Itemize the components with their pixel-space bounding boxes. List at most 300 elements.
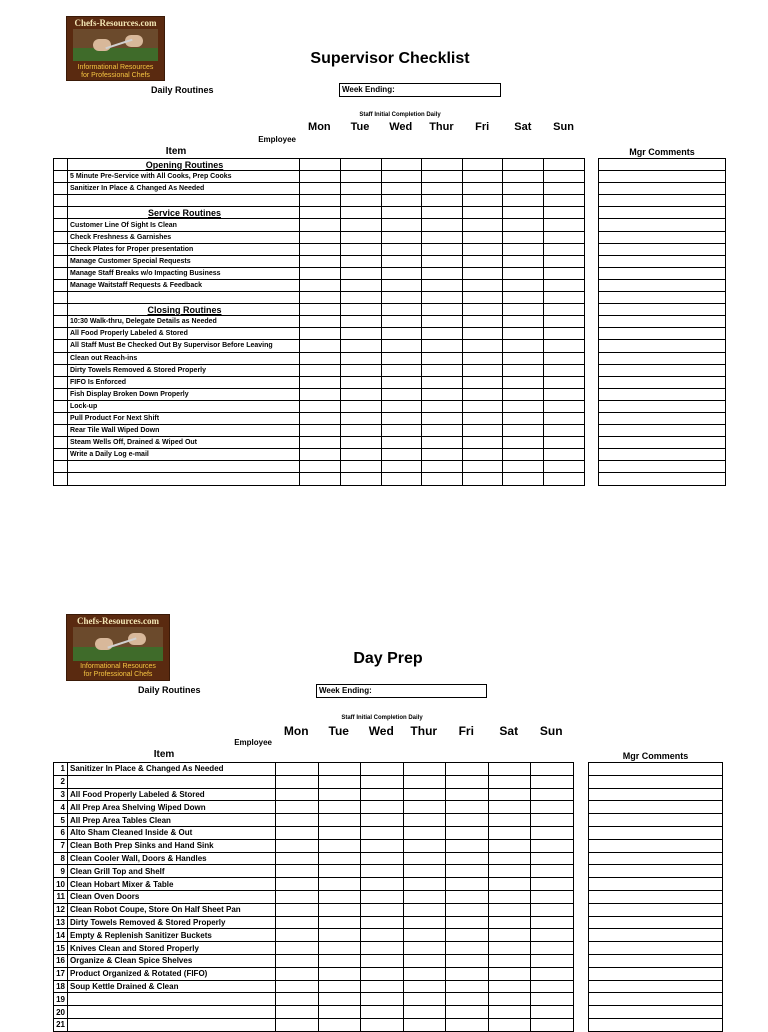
initial-cell-thur[interactable] xyxy=(404,916,446,929)
initial-cell-wed[interactable] xyxy=(382,279,422,291)
initial-cell-wed[interactable] xyxy=(382,364,422,376)
initial-cell-thur[interactable] xyxy=(404,942,446,955)
initial-cell-tue[interactable] xyxy=(319,903,361,916)
initial-cell-fri[interactable] xyxy=(446,980,489,993)
initial-cell-fri[interactable] xyxy=(463,461,503,473)
mgr-comment-cell[interactable] xyxy=(589,801,723,814)
initial-cell-sun[interactable] xyxy=(531,865,574,878)
initial-cell-sun[interactable] xyxy=(544,328,585,340)
initial-cell-mon[interactable] xyxy=(300,473,341,485)
initial-cell-mon[interactable] xyxy=(300,328,341,340)
initial-cell-sat[interactable] xyxy=(489,839,531,852)
initial-cell-mon[interactable] xyxy=(276,929,319,942)
initial-cell-sat[interactable] xyxy=(489,980,531,993)
initial-cell-fri[interactable] xyxy=(446,775,489,788)
initial-cell-sat[interactable] xyxy=(503,171,544,183)
initial-cell-wed[interactable] xyxy=(382,183,422,195)
initial-cell-fri[interactable] xyxy=(446,852,489,865)
mgr-comment-cell[interactable] xyxy=(599,304,726,316)
initial-cell-wed[interactable] xyxy=(361,1018,404,1031)
mgr-comment-cell[interactable] xyxy=(589,1018,723,1031)
mgr-comment-cell[interactable] xyxy=(599,412,726,424)
initial-cell-fri[interactable] xyxy=(446,942,489,955)
mgr-comment-cell[interactable] xyxy=(589,788,723,801)
initial-cell-sat[interactable] xyxy=(503,449,544,461)
initial-cell-thur[interactable] xyxy=(404,852,446,865)
initial-cell-mon[interactable] xyxy=(276,878,319,891)
initial-cell-thur[interactable] xyxy=(404,763,446,776)
mgr-comment-cell[interactable] xyxy=(599,449,726,461)
mgr-comment-cell[interactable] xyxy=(589,826,723,839)
initial-cell-tue[interactable] xyxy=(319,826,361,839)
initial-cell-wed[interactable] xyxy=(361,814,404,827)
initial-cell-fri[interactable] xyxy=(446,1006,489,1019)
initial-cell-sat[interactable] xyxy=(489,967,531,980)
initial-cell-sat[interactable] xyxy=(503,267,544,279)
mgr-comment-cell[interactable] xyxy=(599,183,726,195)
initial-cell-tue[interactable] xyxy=(341,316,382,328)
initial-cell-fri[interactable] xyxy=(463,400,503,412)
initial-cell-mon[interactable] xyxy=(300,195,341,207)
initial-cell-thur[interactable] xyxy=(404,993,446,1006)
initial-cell-mon[interactable] xyxy=(300,388,341,400)
week-ending-field[interactable]: Week Ending: xyxy=(339,83,501,97)
initial-cell-wed[interactable] xyxy=(382,171,422,183)
initial-cell-thur[interactable] xyxy=(422,473,463,485)
initial-cell-tue[interactable] xyxy=(341,171,382,183)
initial-cell-mon[interactable] xyxy=(276,788,319,801)
initial-cell-thur[interactable] xyxy=(422,400,463,412)
initial-cell-thur[interactable] xyxy=(404,801,446,814)
mgr-comment-cell[interactable] xyxy=(589,967,723,980)
initial-cell-sun[interactable] xyxy=(544,425,585,437)
initial-cell-sat[interactable] xyxy=(503,219,544,231)
initial-cell-sat[interactable] xyxy=(489,954,531,967)
initial-cell-tue[interactable] xyxy=(341,425,382,437)
initial-cell-tue[interactable] xyxy=(341,352,382,364)
mgr-comment-cell[interactable] xyxy=(589,954,723,967)
initial-cell-sat[interactable] xyxy=(503,352,544,364)
initial-cell-fri[interactable] xyxy=(463,437,503,449)
initial-cell-thur[interactable] xyxy=(422,231,463,243)
mgr-comment-cell[interactable] xyxy=(599,279,726,291)
initial-cell-thur[interactable] xyxy=(422,304,463,316)
initial-cell-sat[interactable] xyxy=(503,279,544,291)
initial-cell-mon[interactable] xyxy=(276,801,319,814)
initial-cell-wed[interactable] xyxy=(382,316,422,328)
initial-cell-sat[interactable] xyxy=(489,801,531,814)
initial-cell-mon[interactable] xyxy=(300,183,341,195)
initial-cell-wed[interactable] xyxy=(382,437,422,449)
initial-cell-thur[interactable] xyxy=(422,412,463,424)
initial-cell-sun[interactable] xyxy=(544,376,585,388)
mgr-comment-cell[interactable] xyxy=(599,437,726,449)
initial-cell-sun[interactable] xyxy=(531,801,574,814)
initial-cell-thur[interactable] xyxy=(422,352,463,364)
initial-cell-sat[interactable] xyxy=(503,328,544,340)
initial-cell-tue[interactable] xyxy=(319,814,361,827)
initial-cell-sun[interactable] xyxy=(544,207,585,219)
initial-cell-tue[interactable] xyxy=(341,255,382,267)
initial-cell-thur[interactable] xyxy=(404,775,446,788)
initial-cell-mon[interactable] xyxy=(300,255,341,267)
initial-cell-tue[interactable] xyxy=(341,304,382,316)
initial-cell-thur[interactable] xyxy=(422,437,463,449)
initial-cell-tue[interactable] xyxy=(341,219,382,231)
initial-cell-sun[interactable] xyxy=(544,412,585,424)
initial-cell-thur[interactable] xyxy=(404,1018,446,1031)
initial-cell-sun[interactable] xyxy=(544,461,585,473)
initial-cell-wed[interactable] xyxy=(361,839,404,852)
initial-cell-thur[interactable] xyxy=(422,219,463,231)
initial-cell-fri[interactable] xyxy=(463,352,503,364)
initial-cell-sun[interactable] xyxy=(544,316,585,328)
mgr-comment-cell[interactable] xyxy=(589,852,723,865)
initial-cell-tue[interactable] xyxy=(319,929,361,942)
initial-cell-sat[interactable] xyxy=(503,243,544,255)
initial-cell-sat[interactable] xyxy=(489,865,531,878)
initial-cell-tue[interactable] xyxy=(341,376,382,388)
initial-cell-sat[interactable] xyxy=(489,890,531,903)
initial-cell-sat[interactable] xyxy=(489,878,531,891)
initial-cell-fri[interactable] xyxy=(446,814,489,827)
initial-cell-mon[interactable] xyxy=(276,967,319,980)
initial-cell-sun[interactable] xyxy=(544,352,585,364)
mgr-comment-cell[interactable] xyxy=(599,425,726,437)
initial-cell-fri[interactable] xyxy=(463,340,503,352)
mgr-comment-cell[interactable] xyxy=(599,340,726,352)
initial-cell-sun[interactable] xyxy=(531,839,574,852)
initial-cell-wed[interactable] xyxy=(382,255,422,267)
initial-cell-wed[interactable] xyxy=(382,400,422,412)
initial-cell-mon[interactable] xyxy=(276,1018,319,1031)
week-ending-field[interactable]: Week Ending: xyxy=(316,684,487,698)
initial-cell-wed[interactable] xyxy=(361,916,404,929)
initial-cell-sat[interactable] xyxy=(503,316,544,328)
initial-cell-fri[interactable] xyxy=(446,788,489,801)
initial-cell-sun[interactable] xyxy=(544,473,585,485)
initial-cell-fri[interactable] xyxy=(446,865,489,878)
initial-cell-sun[interactable] xyxy=(531,878,574,891)
initial-cell-wed[interactable] xyxy=(382,388,422,400)
initial-cell-thur[interactable] xyxy=(422,376,463,388)
initial-cell-sun[interactable] xyxy=(544,437,585,449)
initial-cell-tue[interactable] xyxy=(319,967,361,980)
initial-cell-mon[interactable] xyxy=(276,890,319,903)
initial-cell-fri[interactable] xyxy=(463,449,503,461)
initial-cell-mon[interactable] xyxy=(300,412,341,424)
initial-cell-fri[interactable] xyxy=(463,183,503,195)
initial-cell-sat[interactable] xyxy=(503,183,544,195)
mgr-comment-cell[interactable] xyxy=(589,929,723,942)
initial-cell-sun[interactable] xyxy=(544,279,585,291)
initial-cell-wed[interactable] xyxy=(361,967,404,980)
initial-cell-sat[interactable] xyxy=(503,376,544,388)
initial-cell-wed[interactable] xyxy=(382,328,422,340)
initial-cell-sat[interactable] xyxy=(503,292,544,304)
initial-cell-sat[interactable] xyxy=(489,826,531,839)
initial-cell-thur[interactable] xyxy=(422,279,463,291)
initial-cell-wed[interactable] xyxy=(361,878,404,891)
initial-cell-fri[interactable] xyxy=(463,159,503,171)
mgr-comment-cell[interactable] xyxy=(589,890,723,903)
initial-cell-wed[interactable] xyxy=(382,267,422,279)
initial-cell-mon[interactable] xyxy=(300,207,341,219)
initial-cell-thur[interactable] xyxy=(422,340,463,352)
initial-cell-tue[interactable] xyxy=(341,159,382,171)
initial-cell-fri[interactable] xyxy=(446,916,489,929)
mgr-comment-cell[interactable] xyxy=(599,352,726,364)
initial-cell-fri[interactable] xyxy=(463,376,503,388)
mgr-comment-cell[interactable] xyxy=(599,400,726,412)
initial-cell-wed[interactable] xyxy=(382,195,422,207)
initial-cell-sun[interactable] xyxy=(544,159,585,171)
initial-cell-tue[interactable] xyxy=(341,461,382,473)
initial-cell-sun[interactable] xyxy=(544,267,585,279)
mgr-comment-cell[interactable] xyxy=(599,316,726,328)
initial-cell-tue[interactable] xyxy=(319,852,361,865)
initial-cell-sun[interactable] xyxy=(544,304,585,316)
initial-cell-fri[interactable] xyxy=(463,207,503,219)
mgr-comment-cell[interactable] xyxy=(589,980,723,993)
initial-cell-tue[interactable] xyxy=(341,473,382,485)
mgr-comment-cell[interactable] xyxy=(599,388,726,400)
initial-cell-mon[interactable] xyxy=(300,364,341,376)
initial-cell-tue[interactable] xyxy=(341,437,382,449)
initial-cell-sat[interactable] xyxy=(489,1006,531,1019)
initial-cell-wed[interactable] xyxy=(361,788,404,801)
initial-cell-fri[interactable] xyxy=(463,231,503,243)
mgr-comment-cell[interactable] xyxy=(589,839,723,852)
initial-cell-sun[interactable] xyxy=(531,788,574,801)
initial-cell-tue[interactable] xyxy=(319,890,361,903)
initial-cell-fri[interactable] xyxy=(446,826,489,839)
initial-cell-tue[interactable] xyxy=(341,340,382,352)
mgr-comment-cell[interactable] xyxy=(589,878,723,891)
initial-cell-mon[interactable] xyxy=(300,352,341,364)
mgr-comment-cell[interactable] xyxy=(599,159,726,171)
initial-cell-mon[interactable] xyxy=(300,292,341,304)
initial-cell-wed[interactable] xyxy=(382,461,422,473)
initial-cell-mon[interactable] xyxy=(276,980,319,993)
initial-cell-sat[interactable] xyxy=(503,473,544,485)
initial-cell-tue[interactable] xyxy=(341,231,382,243)
initial-cell-tue[interactable] xyxy=(319,954,361,967)
mgr-comment-cell[interactable] xyxy=(589,942,723,955)
initial-cell-mon[interactable] xyxy=(300,171,341,183)
initial-cell-thur[interactable] xyxy=(404,814,446,827)
initial-cell-fri[interactable] xyxy=(463,304,503,316)
mgr-comment-cell[interactable] xyxy=(599,267,726,279)
initial-cell-thur[interactable] xyxy=(422,183,463,195)
initial-cell-sat[interactable] xyxy=(503,461,544,473)
mgr-comment-cell[interactable] xyxy=(589,865,723,878)
initial-cell-sun[interactable] xyxy=(544,364,585,376)
initial-cell-sun[interactable] xyxy=(531,890,574,903)
initial-cell-fri[interactable] xyxy=(446,878,489,891)
initial-cell-thur[interactable] xyxy=(404,903,446,916)
mgr-comment-cell[interactable] xyxy=(599,255,726,267)
initial-cell-sun[interactable] xyxy=(544,183,585,195)
initial-cell-wed[interactable] xyxy=(361,1006,404,1019)
initial-cell-thur[interactable] xyxy=(422,171,463,183)
initial-cell-thur[interactable] xyxy=(404,967,446,980)
initial-cell-fri[interactable] xyxy=(463,388,503,400)
initial-cell-tue[interactable] xyxy=(341,267,382,279)
initial-cell-tue[interactable] xyxy=(341,364,382,376)
initial-cell-sun[interactable] xyxy=(544,219,585,231)
initial-cell-sat[interactable] xyxy=(489,775,531,788)
initial-cell-tue[interactable] xyxy=(319,839,361,852)
initial-cell-tue[interactable] xyxy=(341,195,382,207)
initial-cell-wed[interactable] xyxy=(382,352,422,364)
mgr-comment-cell[interactable] xyxy=(599,195,726,207)
initial-cell-sun[interactable] xyxy=(544,243,585,255)
initial-cell-tue[interactable] xyxy=(341,207,382,219)
initial-cell-tue[interactable] xyxy=(319,1006,361,1019)
initial-cell-sat[interactable] xyxy=(503,207,544,219)
initial-cell-sat[interactable] xyxy=(489,1018,531,1031)
initial-cell-mon[interactable] xyxy=(276,942,319,955)
initial-cell-thur[interactable] xyxy=(422,364,463,376)
initial-cell-wed[interactable] xyxy=(382,473,422,485)
initial-cell-wed[interactable] xyxy=(361,980,404,993)
initial-cell-tue[interactable] xyxy=(341,279,382,291)
initial-cell-thur[interactable] xyxy=(404,865,446,878)
initial-cell-sun[interactable] xyxy=(544,231,585,243)
initial-cell-fri[interactable] xyxy=(446,993,489,1006)
initial-cell-sat[interactable] xyxy=(489,916,531,929)
initial-cell-mon[interactable] xyxy=(300,304,341,316)
initial-cell-fri[interactable] xyxy=(446,890,489,903)
initial-cell-wed[interactable] xyxy=(361,865,404,878)
initial-cell-tue[interactable] xyxy=(319,763,361,776)
initial-cell-mon[interactable] xyxy=(276,865,319,878)
initial-cell-thur[interactable] xyxy=(404,826,446,839)
initial-cell-mon[interactable] xyxy=(276,814,319,827)
initial-cell-wed[interactable] xyxy=(361,775,404,788)
initial-cell-tue[interactable] xyxy=(319,916,361,929)
initial-cell-wed[interactable] xyxy=(382,376,422,388)
initial-cell-sat[interactable] xyxy=(503,400,544,412)
initial-cell-sat[interactable] xyxy=(503,231,544,243)
initial-cell-fri[interactable] xyxy=(446,801,489,814)
initial-cell-sat[interactable] xyxy=(503,425,544,437)
initial-cell-sat[interactable] xyxy=(503,340,544,352)
initial-cell-mon[interactable] xyxy=(300,231,341,243)
initial-cell-tue[interactable] xyxy=(319,801,361,814)
initial-cell-fri[interactable] xyxy=(463,328,503,340)
initial-cell-thur[interactable] xyxy=(404,954,446,967)
initial-cell-fri[interactable] xyxy=(463,243,503,255)
initial-cell-wed[interactable] xyxy=(361,929,404,942)
initial-cell-fri[interactable] xyxy=(446,763,489,776)
initial-cell-thur[interactable] xyxy=(404,878,446,891)
initial-cell-mon[interactable] xyxy=(276,903,319,916)
initial-cell-sat[interactable] xyxy=(489,929,531,942)
mgr-comment-cell[interactable] xyxy=(599,292,726,304)
initial-cell-sun[interactable] xyxy=(531,1006,574,1019)
mgr-comment-cell[interactable] xyxy=(589,993,723,1006)
initial-cell-tue[interactable] xyxy=(341,400,382,412)
initial-cell-wed[interactable] xyxy=(361,903,404,916)
initial-cell-wed[interactable] xyxy=(382,292,422,304)
initial-cell-wed[interactable] xyxy=(382,304,422,316)
initial-cell-wed[interactable] xyxy=(382,207,422,219)
initial-cell-sun[interactable] xyxy=(531,852,574,865)
initial-cell-sat[interactable] xyxy=(503,304,544,316)
initial-cell-tue[interactable] xyxy=(319,878,361,891)
initial-cell-sat[interactable] xyxy=(503,364,544,376)
initial-cell-sat[interactable] xyxy=(503,195,544,207)
initial-cell-sat[interactable] xyxy=(489,814,531,827)
initial-cell-thur[interactable] xyxy=(422,267,463,279)
initial-cell-thur[interactable] xyxy=(404,890,446,903)
initial-cell-tue[interactable] xyxy=(341,183,382,195)
initial-cell-tue[interactable] xyxy=(341,243,382,255)
initial-cell-tue[interactable] xyxy=(319,942,361,955)
initial-cell-thur[interactable] xyxy=(404,1006,446,1019)
initial-cell-mon[interactable] xyxy=(300,449,341,461)
initial-cell-mon[interactable] xyxy=(276,763,319,776)
initial-cell-wed[interactable] xyxy=(361,993,404,1006)
mgr-comment-cell[interactable] xyxy=(599,243,726,255)
initial-cell-thur[interactable] xyxy=(404,788,446,801)
initial-cell-fri[interactable] xyxy=(463,364,503,376)
mgr-comment-cell[interactable] xyxy=(589,814,723,827)
mgr-comment-cell[interactable] xyxy=(599,364,726,376)
mgr-comment-cell[interactable] xyxy=(589,763,723,776)
initial-cell-wed[interactable] xyxy=(382,231,422,243)
initial-cell-fri[interactable] xyxy=(463,171,503,183)
initial-cell-mon[interactable] xyxy=(300,243,341,255)
initial-cell-sat[interactable] xyxy=(489,903,531,916)
initial-cell-mon[interactable] xyxy=(300,437,341,449)
mgr-comment-cell[interactable] xyxy=(599,328,726,340)
initial-cell-tue[interactable] xyxy=(319,775,361,788)
initial-cell-sun[interactable] xyxy=(531,1018,574,1031)
initial-cell-mon[interactable] xyxy=(276,775,319,788)
initial-cell-mon[interactable] xyxy=(276,839,319,852)
initial-cell-thur[interactable] xyxy=(422,292,463,304)
initial-cell-sun[interactable] xyxy=(531,814,574,827)
initial-cell-tue[interactable] xyxy=(319,993,361,1006)
initial-cell-wed[interactable] xyxy=(361,763,404,776)
initial-cell-sun[interactable] xyxy=(544,195,585,207)
mgr-comment-cell[interactable] xyxy=(599,219,726,231)
initial-cell-mon[interactable] xyxy=(276,1006,319,1019)
initial-cell-sat[interactable] xyxy=(503,437,544,449)
initial-cell-sun[interactable] xyxy=(544,400,585,412)
initial-cell-tue[interactable] xyxy=(319,865,361,878)
initial-cell-wed[interactable] xyxy=(361,954,404,967)
initial-cell-sat[interactable] xyxy=(503,388,544,400)
initial-cell-thur[interactable] xyxy=(422,255,463,267)
initial-cell-fri[interactable] xyxy=(463,267,503,279)
initial-cell-sat[interactable] xyxy=(489,942,531,955)
initial-cell-wed[interactable] xyxy=(382,412,422,424)
initial-cell-mon[interactable] xyxy=(300,461,341,473)
initial-cell-sat[interactable] xyxy=(503,159,544,171)
initial-cell-fri[interactable] xyxy=(446,929,489,942)
initial-cell-fri[interactable] xyxy=(446,954,489,967)
initial-cell-sat[interactable] xyxy=(503,255,544,267)
initial-cell-sun[interactable] xyxy=(531,967,574,980)
initial-cell-sun[interactable] xyxy=(531,763,574,776)
initial-cell-sun[interactable] xyxy=(544,292,585,304)
initial-cell-fri[interactable] xyxy=(463,292,503,304)
initial-cell-thur[interactable] xyxy=(404,839,446,852)
